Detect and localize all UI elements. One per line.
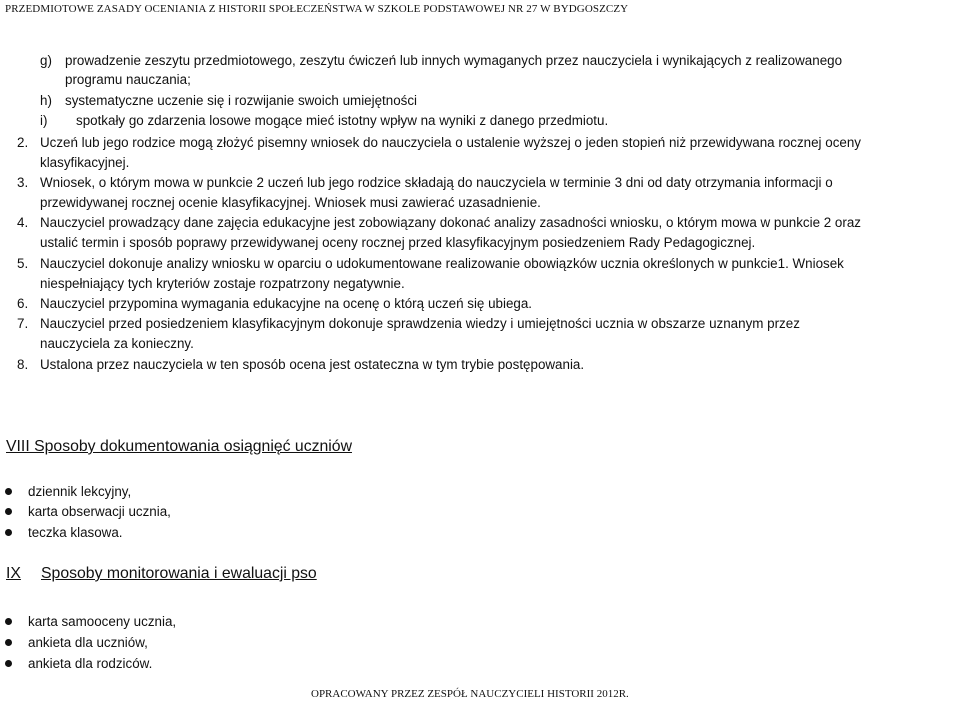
page-footer: OPRACOWANY PRZEZ ZESPÓŁ NAUCZYCIELI HISTORII 2012R. bbox=[311, 688, 629, 700]
section-heading-viii: VIII Sposoby dokumentowania osiągnięć uczniów bbox=[6, 438, 352, 455]
bullet-icon bbox=[5, 508, 12, 515]
item-continuation: niespełniający tych kryteriów zostaje rozpatrzony negatywnie. bbox=[40, 276, 405, 291]
item-text: Wniosek, o którym mowa w punkcie 2 uczeń lub jego rodzice składają do nauczyciela w terminie 3 dni od daty otrzymania informacji o bbox=[40, 175, 833, 190]
item-number: 4. bbox=[17, 215, 29, 230]
list-item: dziennik lekcyjny, bbox=[28, 484, 132, 499]
list-item: teczka klasowa. bbox=[28, 525, 123, 540]
bullet-icon bbox=[5, 639, 12, 646]
item-text: Nauczyciel dokonuje analizy wniosku w oparciu o udokumentowane realizowanie obowiązków ucznia określonych w punkcie1. Wniosek bbox=[40, 256, 844, 271]
item-text: Uczeń lub jego rodzice mogą złożyć pisemny wniosek do nauczyciela o ustalenie wyższej o jeden stopień niż przewidywana rocznej oceny bbox=[40, 135, 861, 150]
page-header: PRZEDMIOTOWE ZASADY OCENIANIA Z HISTORII SPOŁECZEŃSTWA W SZKOLE PODSTAWOWEJ NR 27 W BYDGOSZCZY bbox=[5, 3, 629, 15]
item-text: Nauczyciel przed posiedzeniem klasyfikacyjnym dokonuje sprawdzenia wiedzy i umiejętności ucznia w obszarze uznanym przez bbox=[40, 316, 800, 331]
item-text: Nauczyciel przypomina wymagania edukacyjne na ocenę o którą uczeń się ubiega. bbox=[40, 296, 533, 311]
item-text: Nauczyciel prowadzący dane zajęcia edukacyjne jest zobowiązany dokonać analizy zasadności wniosku, o którym mowa w punkcie 2 oraz bbox=[40, 215, 861, 230]
list-item: ankieta dla rodziców. bbox=[28, 656, 153, 671]
item-text: Ustalona przez nauczyciela w ten sposób ocena jest ostateczna w tym trybie postępowania. bbox=[40, 357, 585, 372]
bullet-icon bbox=[5, 488, 12, 495]
item-number: 5. bbox=[17, 256, 29, 271]
sub-item-continuation: programu nauczania; bbox=[65, 72, 191, 87]
sub-item-label: i) bbox=[40, 113, 48, 128]
sub-item-text: spotkały go zdarzenia losowe mogące mieć istotny wpływ na wyniki z danego przedmiotu. bbox=[76, 113, 609, 128]
item-continuation: klasyfikacyjnej. bbox=[40, 155, 130, 170]
item-continuation: przewidywanej rocznej ocenie klasyfikacyjnej. Wniosek musi zawierać uzasadnienie. bbox=[40, 195, 541, 210]
bullet-icon bbox=[5, 660, 12, 667]
sub-item-text: systematyczne uczenie się i rozwijanie swoich umiejętności bbox=[65, 93, 418, 108]
sub-item-label: h) bbox=[40, 93, 52, 108]
item-number: 3. bbox=[17, 175, 29, 190]
item-continuation: ustalić termin i sposób poprawy przewidywanej oceny rocznej przed klasyfikacyjnym posiedzeniem Rady Pedagogicznej. bbox=[40, 235, 756, 250]
item-continuation: nauczyciela za konieczny. bbox=[40, 336, 194, 351]
list-item: ankieta dla uczniów, bbox=[28, 635, 148, 650]
item-number: 7. bbox=[17, 316, 29, 331]
item-number: 2. bbox=[17, 135, 29, 150]
section-title: Sposoby monitorowania i ewaluacji pso bbox=[41, 565, 317, 582]
item-number: 6. bbox=[17, 296, 29, 311]
sub-item-label: g) bbox=[40, 53, 52, 68]
bullet-icon bbox=[5, 618, 12, 625]
list-item: karta obserwacji ucznia, bbox=[28, 504, 171, 519]
section-roman-numeral: IX bbox=[6, 565, 21, 582]
bullet-icon bbox=[5, 529, 12, 536]
sub-item-text: prowadzenie zeszytu przedmiotowego, zeszytu ćwiczeń lub innych wymaganych przez nauczyciela i wynikających z realizowanego bbox=[65, 53, 843, 68]
list-item: karta samooceny ucznia, bbox=[28, 614, 177, 629]
item-number: 8. bbox=[17, 357, 29, 372]
